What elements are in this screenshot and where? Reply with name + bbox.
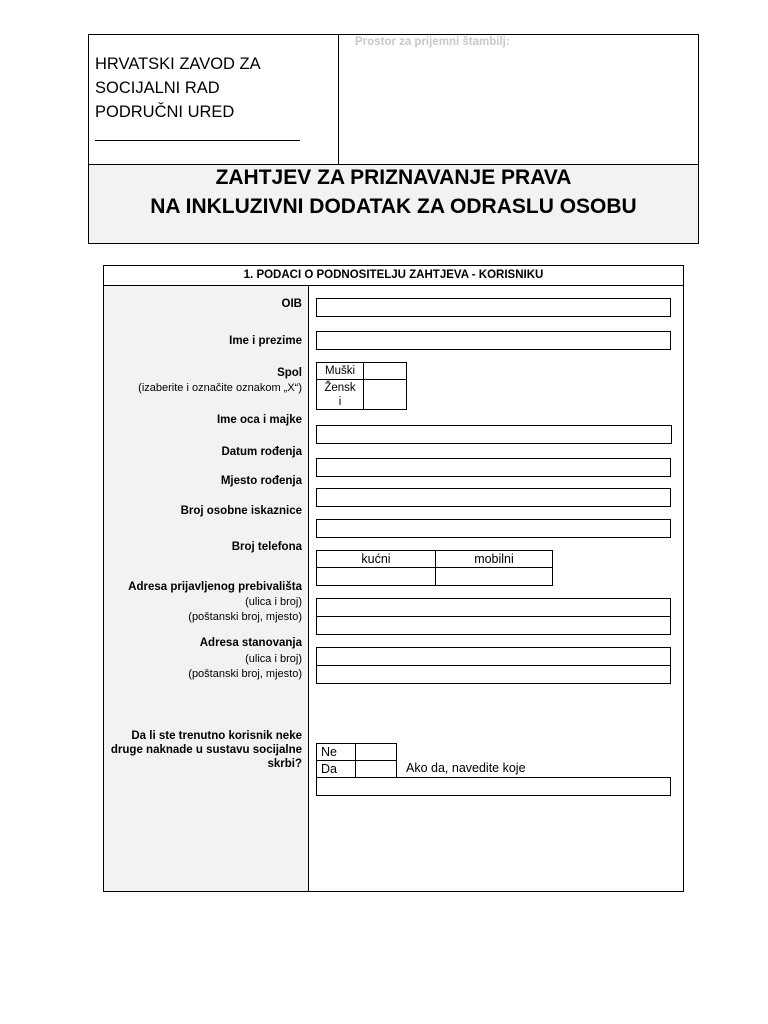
benefits-specify-field[interactable]	[316, 777, 671, 796]
phone-mobile-header: mobilni	[436, 551, 553, 568]
other-benefits-table	[316, 743, 397, 778]
living-street-field[interactable]	[316, 647, 671, 666]
office-line-3: PODRUČNI URED	[95, 103, 235, 121]
birth-place-field[interactable]	[316, 488, 671, 507]
phone-home-header: kućni	[317, 551, 436, 568]
id-card-field[interactable]	[316, 519, 671, 538]
parents-label: Ime oca i majke	[216, 414, 302, 426]
benefits-specify-label: Ako da, navedite koje	[406, 761, 526, 775]
gender-table	[316, 362, 407, 410]
other-benefits-question: Da li ste trenutno korisnik neke druge naknade u sustavu socijalne skrbi?	[110, 730, 302, 770]
birth-date-field[interactable]	[316, 458, 671, 477]
gender-hint: (izaberite i označite oznakom „X“)	[138, 382, 302, 394]
birth-date-label: Datum rođenja	[221, 446, 302, 458]
phone-mobile-field[interactable]	[436, 568, 553, 586]
phone-home-field[interactable]	[317, 568, 436, 586]
residence-street-field[interactable]	[316, 598, 671, 617]
living-postal-hint: (poštanski broj, mjesto)	[188, 668, 302, 680]
office-name	[95, 52, 261, 124]
parents-field[interactable]	[316, 425, 672, 444]
name-label: Ime i prezime	[229, 335, 302, 347]
gender-male-label: Muški	[317, 363, 364, 380]
office-line-1: HRVATSKI ZAVOD ZA	[95, 55, 261, 73]
benefits-yes-checkbox[interactable]	[356, 761, 397, 778]
living-address-label: Adresa stanovanja	[199, 637, 302, 649]
form-title-line-2: NA INKLUZIVNI DODATAK ZA ODRASLU OSOBU	[150, 195, 637, 218]
residence-postal-hint: (poštanski broj, mjesto)	[188, 611, 302, 623]
birth-place-label: Mjesto rođenja	[220, 475, 302, 487]
benefits-no-checkbox[interactable]	[356, 744, 397, 761]
phone-label: Broj telefona	[231, 541, 302, 553]
office-blank-line[interactable]	[95, 140, 300, 141]
oib-field[interactable]	[316, 298, 671, 317]
gender-label: Spol	[277, 367, 302, 379]
section-1-heading: 1. PODACI O PODNOSITELJU ZAHTJEVA - KORISNIKU	[104, 266, 683, 286]
form-title-line-1: ZAHTJEV ZA PRIZNAVANJE PRAVA	[215, 166, 572, 189]
gender-female-label: Žensk i	[317, 380, 364, 410]
phone-table	[316, 550, 553, 586]
oib-label: OIB	[281, 298, 302, 310]
gender-female-checkbox[interactable]	[364, 380, 407, 410]
residence-postal-field[interactable]	[316, 616, 671, 635]
stamp-area-label: Prostor za prijemni štambilj:	[355, 36, 510, 48]
name-field[interactable]	[316, 331, 671, 350]
id-card-label: Broj osobne iskaznice	[180, 505, 302, 517]
residence-street-hint: (ulica i broj)	[245, 596, 302, 608]
residence-address-label: Adresa prijavljenog prebivališta	[128, 581, 302, 593]
benefits-no-label: Ne	[317, 744, 356, 761]
gender-male-checkbox[interactable]	[364, 363, 407, 380]
living-postal-field[interactable]	[316, 665, 671, 684]
office-line-2: SOCIJALNI RAD	[95, 79, 220, 97]
living-street-hint: (ulica i broj)	[245, 653, 302, 665]
benefits-yes-label: Da	[317, 761, 356, 778]
